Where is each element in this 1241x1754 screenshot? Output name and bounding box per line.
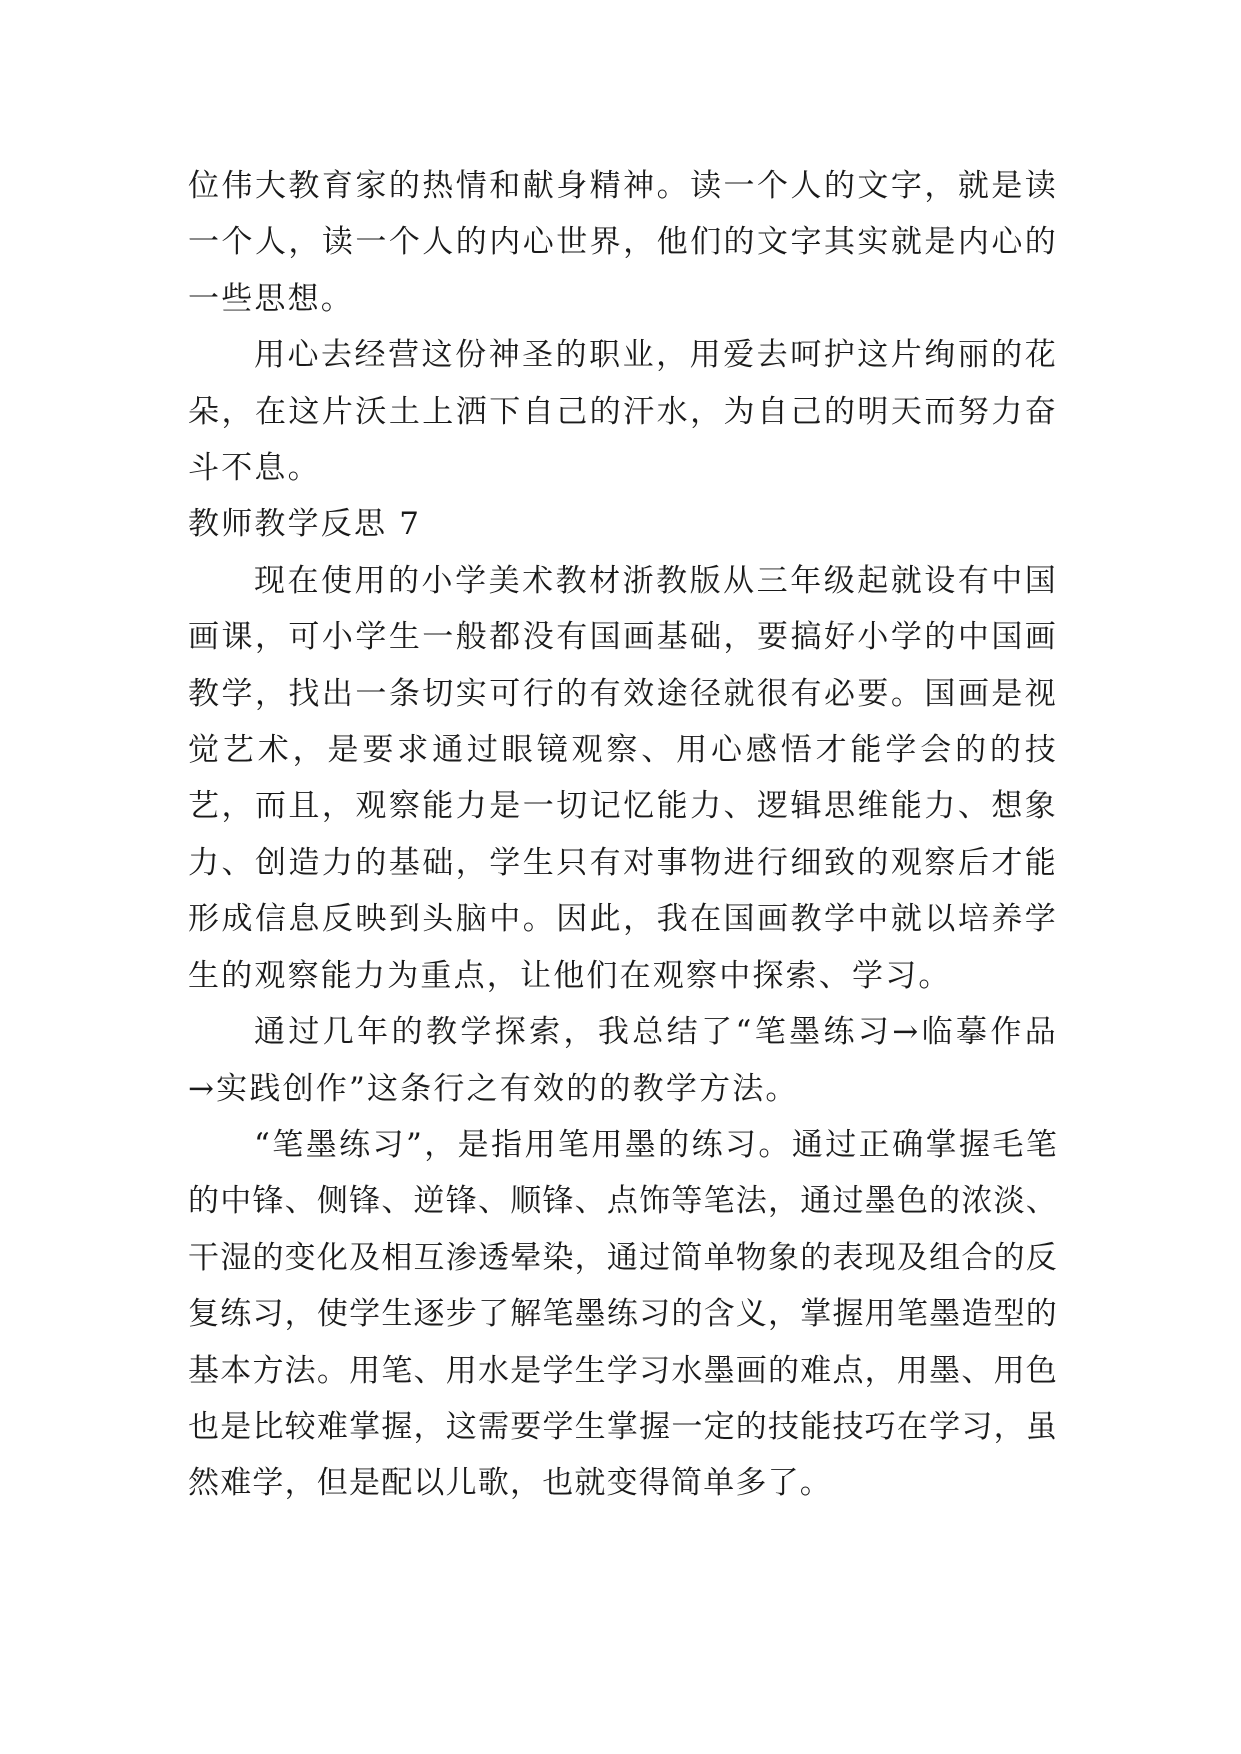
paragraph-chinese-painting-intro: 现在使用的小学美术教材浙教版从三年级起就设有中国画课，可小学生一般都没有国画基础，要搞好小学的中国画教学，找出一条切实可行的有效途径就很有必要。国画是视觉艺术，是要求通过眼镜观察、用心感悟才能学会的的技艺，而且，观察能力是一切记忆能力、逻辑思维能力、想象力、创造力的基础，学生只有对事物进行细致的观察后才能形成信息反映到头脑中。因此，我在国画教学中就以培养学生的观察能力为重点，让他们在观察中探索、学习。 xyxy=(188,562,1058,994)
paragraph-brush-ink-practice: “笔墨练习”，是指用笔用墨的练习。通过正确掌握毛笔的中锋、侧锋、逆锋、顺锋、点饰等笔法，通过墨色的浓淡、干湿的变化及相互渗透晕染，通过简单物象的表现及组合的反复练习，使学生逐步了解笔墨练习的含义，掌握用笔墨造型的基本方法。用笔、用水是学生学习水墨画的难点，用墨、用色也是比较难掌握，这需要学生掌握一定的技能技巧在学习，虽然难学，但是配以儿歌，也就变得简单多了。 xyxy=(188,1126,1058,1502)
paragraph-teaching-method: 通过几年的教学探索，我总结了“笔墨练习→临摹作品→实践创作”这条行之有效的的教学方法。 xyxy=(188,1014,1058,1107)
paragraph-continuation: 位伟大教育家的热情和献身精神。读一个人的文字，就是读一个人，读一个人的内心世界，他们的文字其实就是内心的一些思想。 xyxy=(188,168,1058,317)
section-heading: 教师教学反思 7 xyxy=(188,506,422,543)
paragraph-devotion: 用心去经营这份神圣的职业，用爱去呵护这片绚丽的花朵，在这片沃土上洒下自己的汗水，为自己的明天而努力奋斗不息。 xyxy=(188,337,1058,487)
document-body xyxy=(188,158,1058,1512)
